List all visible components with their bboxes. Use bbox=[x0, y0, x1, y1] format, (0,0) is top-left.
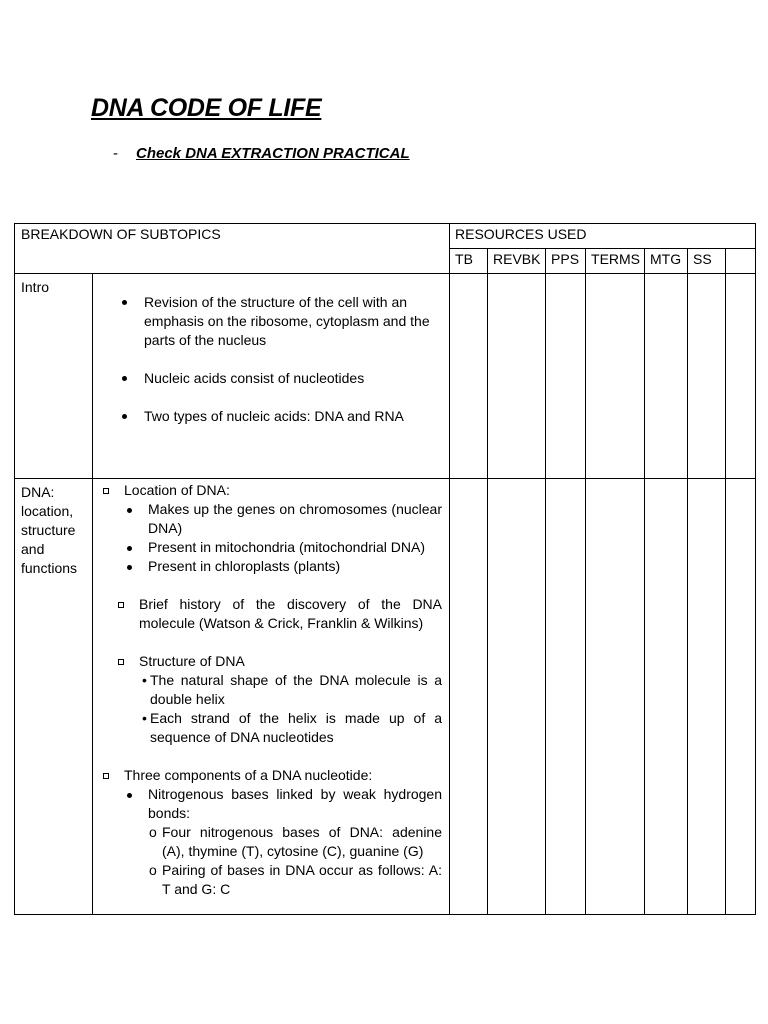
list-item: Present in mitochondria (mitochondrial DNA) bbox=[100, 538, 442, 557]
components-heading: Three components of a DNA nucleotide: bbox=[100, 766, 442, 785]
location-list bbox=[100, 500, 442, 576]
list-item: • The natural shape of the DNA molecule is a double helix bbox=[142, 672, 443, 707]
list-item: Two types of nucleic acids: DNA and RNA bbox=[100, 407, 442, 426]
resource-cell bbox=[586, 274, 645, 479]
topic-line: and bbox=[21, 541, 45, 557]
list-item: o Four nitrogenous bases of DNA: adenine (A), thymine (T), cytosine (C), guanine (G) bbox=[149, 824, 443, 859]
bullet-dot: • bbox=[142, 672, 147, 688]
list-item: • Each strand of the helix is made up of a sequence of DNA nucleotides bbox=[142, 710, 443, 745]
practical-note bbox=[113, 145, 410, 162]
document-title: DNA CODE OF LIFE bbox=[91, 94, 322, 122]
list-item: Nucleic acids consist of nucleotides bbox=[100, 369, 442, 388]
list-item: Revision of the structure of the cell with an emphasis on the ribosome, cytoplasm and the parts of the nucleus bbox=[100, 293, 442, 350]
topic-line: structure bbox=[21, 522, 76, 538]
circle-bullet: o bbox=[149, 862, 157, 878]
structure-heading: Structure of DNA bbox=[100, 652, 442, 671]
resources-header: RESOURCES USED bbox=[450, 224, 756, 249]
content-cell bbox=[93, 274, 450, 479]
resource-cell bbox=[488, 274, 546, 479]
resource-col-revbk: REVBK bbox=[488, 249, 546, 274]
content-cell bbox=[93, 479, 450, 915]
components-list bbox=[100, 785, 442, 823]
resource-col-ss: SS bbox=[688, 249, 726, 274]
table-header-row bbox=[15, 224, 756, 249]
subtopics-table bbox=[14, 223, 756, 915]
history-item: Brief history of the discovery of the DNA molecule (Watson & Crick, Franklin & Wilkins) bbox=[100, 595, 442, 633]
resource-col-terms: TERMS bbox=[586, 249, 645, 274]
topic-line: location, bbox=[21, 503, 74, 519]
resource-cell bbox=[688, 479, 726, 915]
resource-col-pps: PPS bbox=[546, 249, 586, 274]
topic-cell: Intro bbox=[15, 274, 93, 479]
resource-col-tb: TB bbox=[450, 249, 488, 274]
location-heading: Location of DNA: bbox=[100, 481, 442, 500]
resource-cell bbox=[488, 479, 546, 915]
topic-cell bbox=[15, 479, 93, 915]
topic-line: functions bbox=[21, 560, 78, 576]
resource-cell bbox=[726, 479, 756, 915]
resource-cell bbox=[546, 274, 586, 479]
topic-line: DNA: bbox=[21, 484, 55, 500]
table-row-dna bbox=[15, 479, 756, 915]
resource-cell bbox=[546, 479, 586, 915]
resource-col-blank bbox=[726, 249, 756, 274]
intro-bullet-list bbox=[100, 293, 442, 426]
resource-cell bbox=[450, 274, 488, 479]
note-dash: - bbox=[113, 145, 118, 162]
resource-cell bbox=[645, 274, 688, 479]
list-item: o Pairing of bases in DNA occur as follows: A: T and G: C bbox=[149, 862, 443, 897]
list-item: Makes up the genes on chromosomes (nuclear DNA) bbox=[100, 500, 442, 538]
table-row-intro bbox=[15, 274, 756, 479]
note-text: Check DNA EXTRACTION PRACTICAL bbox=[136, 145, 410, 162]
resource-cell bbox=[645, 479, 688, 915]
breakdown-header: BREAKDOWN OF SUBTOPICS bbox=[15, 224, 450, 274]
resource-col-mtg: MTG bbox=[645, 249, 688, 274]
resource-cell bbox=[688, 274, 726, 479]
resource-cell bbox=[726, 274, 756, 479]
list-item: Present in chloroplasts (plants) bbox=[100, 557, 442, 576]
bullet-dot: • bbox=[142, 710, 147, 726]
circle-bullet: o bbox=[149, 824, 157, 840]
list-item: Nitrogenous bases linked by weak hydrogen bonds: bbox=[100, 785, 442, 823]
resource-cell bbox=[450, 479, 488, 915]
resource-cell bbox=[586, 479, 645, 915]
